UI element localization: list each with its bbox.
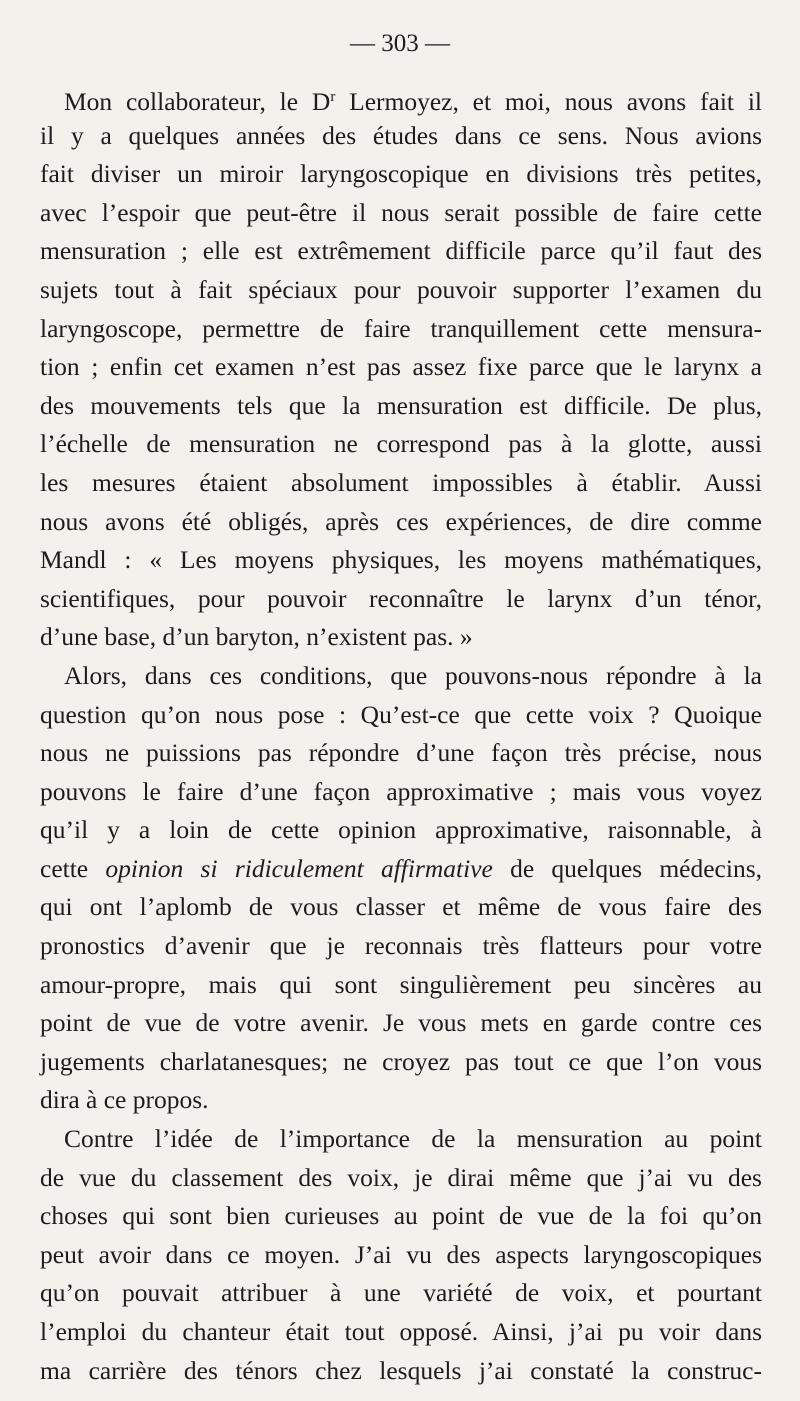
- text-line: pouvons le faire d’une façon approximative ; mais vous voyez: [40, 776, 762, 806]
- text-line: scientifiques, pour pouvoir reconnaître le larynx d’un ténor,: [40, 583, 762, 613]
- text-line: d’une base, d’un baryton, n’existent pas. »: [40, 622, 473, 652]
- text-line: fait diviser un miroir laryngoscopique en divisions très petites,: [40, 159, 762, 189]
- text-line: question qu’on nous pose : Qu’est-ce que cette voix ? Quoique: [40, 699, 762, 729]
- text-line: choses qui sont bien curieuses au point de vue de la foi qu’on: [40, 1201, 762, 1231]
- text-line: amour-propre, mais qui sont singulièrement peu sincères au: [40, 969, 762, 999]
- text-line: point de vue de votre avenir. Je vous mets en garde contre ces: [40, 1008, 762, 1038]
- text-line: nous avons été obligés, après ces expériences, de dire comme: [40, 506, 762, 536]
- text-line: l’échelle de mensuration ne correspond pas à la glotte, aussi: [40, 429, 762, 459]
- italic-phrase: opinion si ridiculement affirmative: [105, 853, 493, 883]
- text-line: cette opinion si ridiculement affirmative de quelques médecins,: [40, 853, 763, 883]
- text-line: qu’il y a loin de cette opinion approximative, raisonnable, à: [40, 815, 762, 845]
- text-line: dira à ce propos.: [40, 1085, 209, 1115]
- text-line: de vue du classement des voix, je dirai même que j’ai vu des: [40, 1162, 762, 1192]
- text-line: l’emploi du chanteur était tout opposé. Ainsi, j’ai pu voir dans: [40, 1317, 762, 1346]
- text-line: il y a quelques années des études dans ce sens. Nous avions: [40, 120, 762, 150]
- text-line: ma carrière des ténors chez lesquels j’ai constaté la construc-: [40, 1355, 762, 1385]
- text-line: qui ont l’aplomb de vous classer et même de vous faire des: [40, 892, 762, 922]
- text-line: nous ne puissions pas répondre d’une façon très précise, nous: [40, 738, 762, 768]
- paragraph-1: [40, 78, 762, 657]
- text-line: peut avoir dans ce moyen. J’ai vu des aspects laryngoscopiques: [40, 1239, 762, 1269]
- text-line: mensuration ; elle est extrêmement difficile parce qu’il faut des: [40, 236, 762, 266]
- text-line: pronostics d’avenir que je reconnais très flatteurs pour votre: [40, 931, 762, 961]
- page-number: — 303 —: [350, 30, 450, 57]
- text-line: Contre l’idée de l’importance de la mensuration au point: [64, 1124, 762, 1154]
- text-line: jugements charlatanesques; ne croyez pas tout ce que l’on vous: [40, 1046, 762, 1076]
- page-body: [40, 78, 762, 1390]
- superscript: r: [330, 89, 336, 105]
- text-line: Alors, dans ces conditions, que pouvons-nous répondre à la: [64, 660, 762, 690]
- text-line: sujets tout à fait spéciaux pour pouvoir supporter l’examen du: [40, 274, 762, 304]
- text-line: avec l’espoir que peut-être il nous serait possible de faire cette: [40, 197, 762, 227]
- paragraph-3: [40, 1120, 762, 1390]
- paragraph-2: [40, 657, 762, 1120]
- text-line: laryngoscope, permettre de faire tranquillement cette mensura-: [40, 313, 762, 343]
- text-line: les mesures étaient absolument impossibles à établir. Aussi: [40, 467, 762, 497]
- text-line: des mouvements tels que la mensuration est difficile. De plus,: [40, 390, 762, 420]
- text-line: tion ; enfin cet examen n’est pas assez fixe parce que le larynx a: [40, 352, 762, 382]
- text-line: qu’on pouvait attribuer à une variété de voix, et pourtant: [40, 1278, 762, 1308]
- text-line: Mon collaborateur, le $D^r$ Lermoyez, et moi, nous avons fait il: [64, 87, 763, 116]
- text-line: Mandl : « Les moyens physiques, les moyens mathématiques,: [40, 545, 762, 575]
